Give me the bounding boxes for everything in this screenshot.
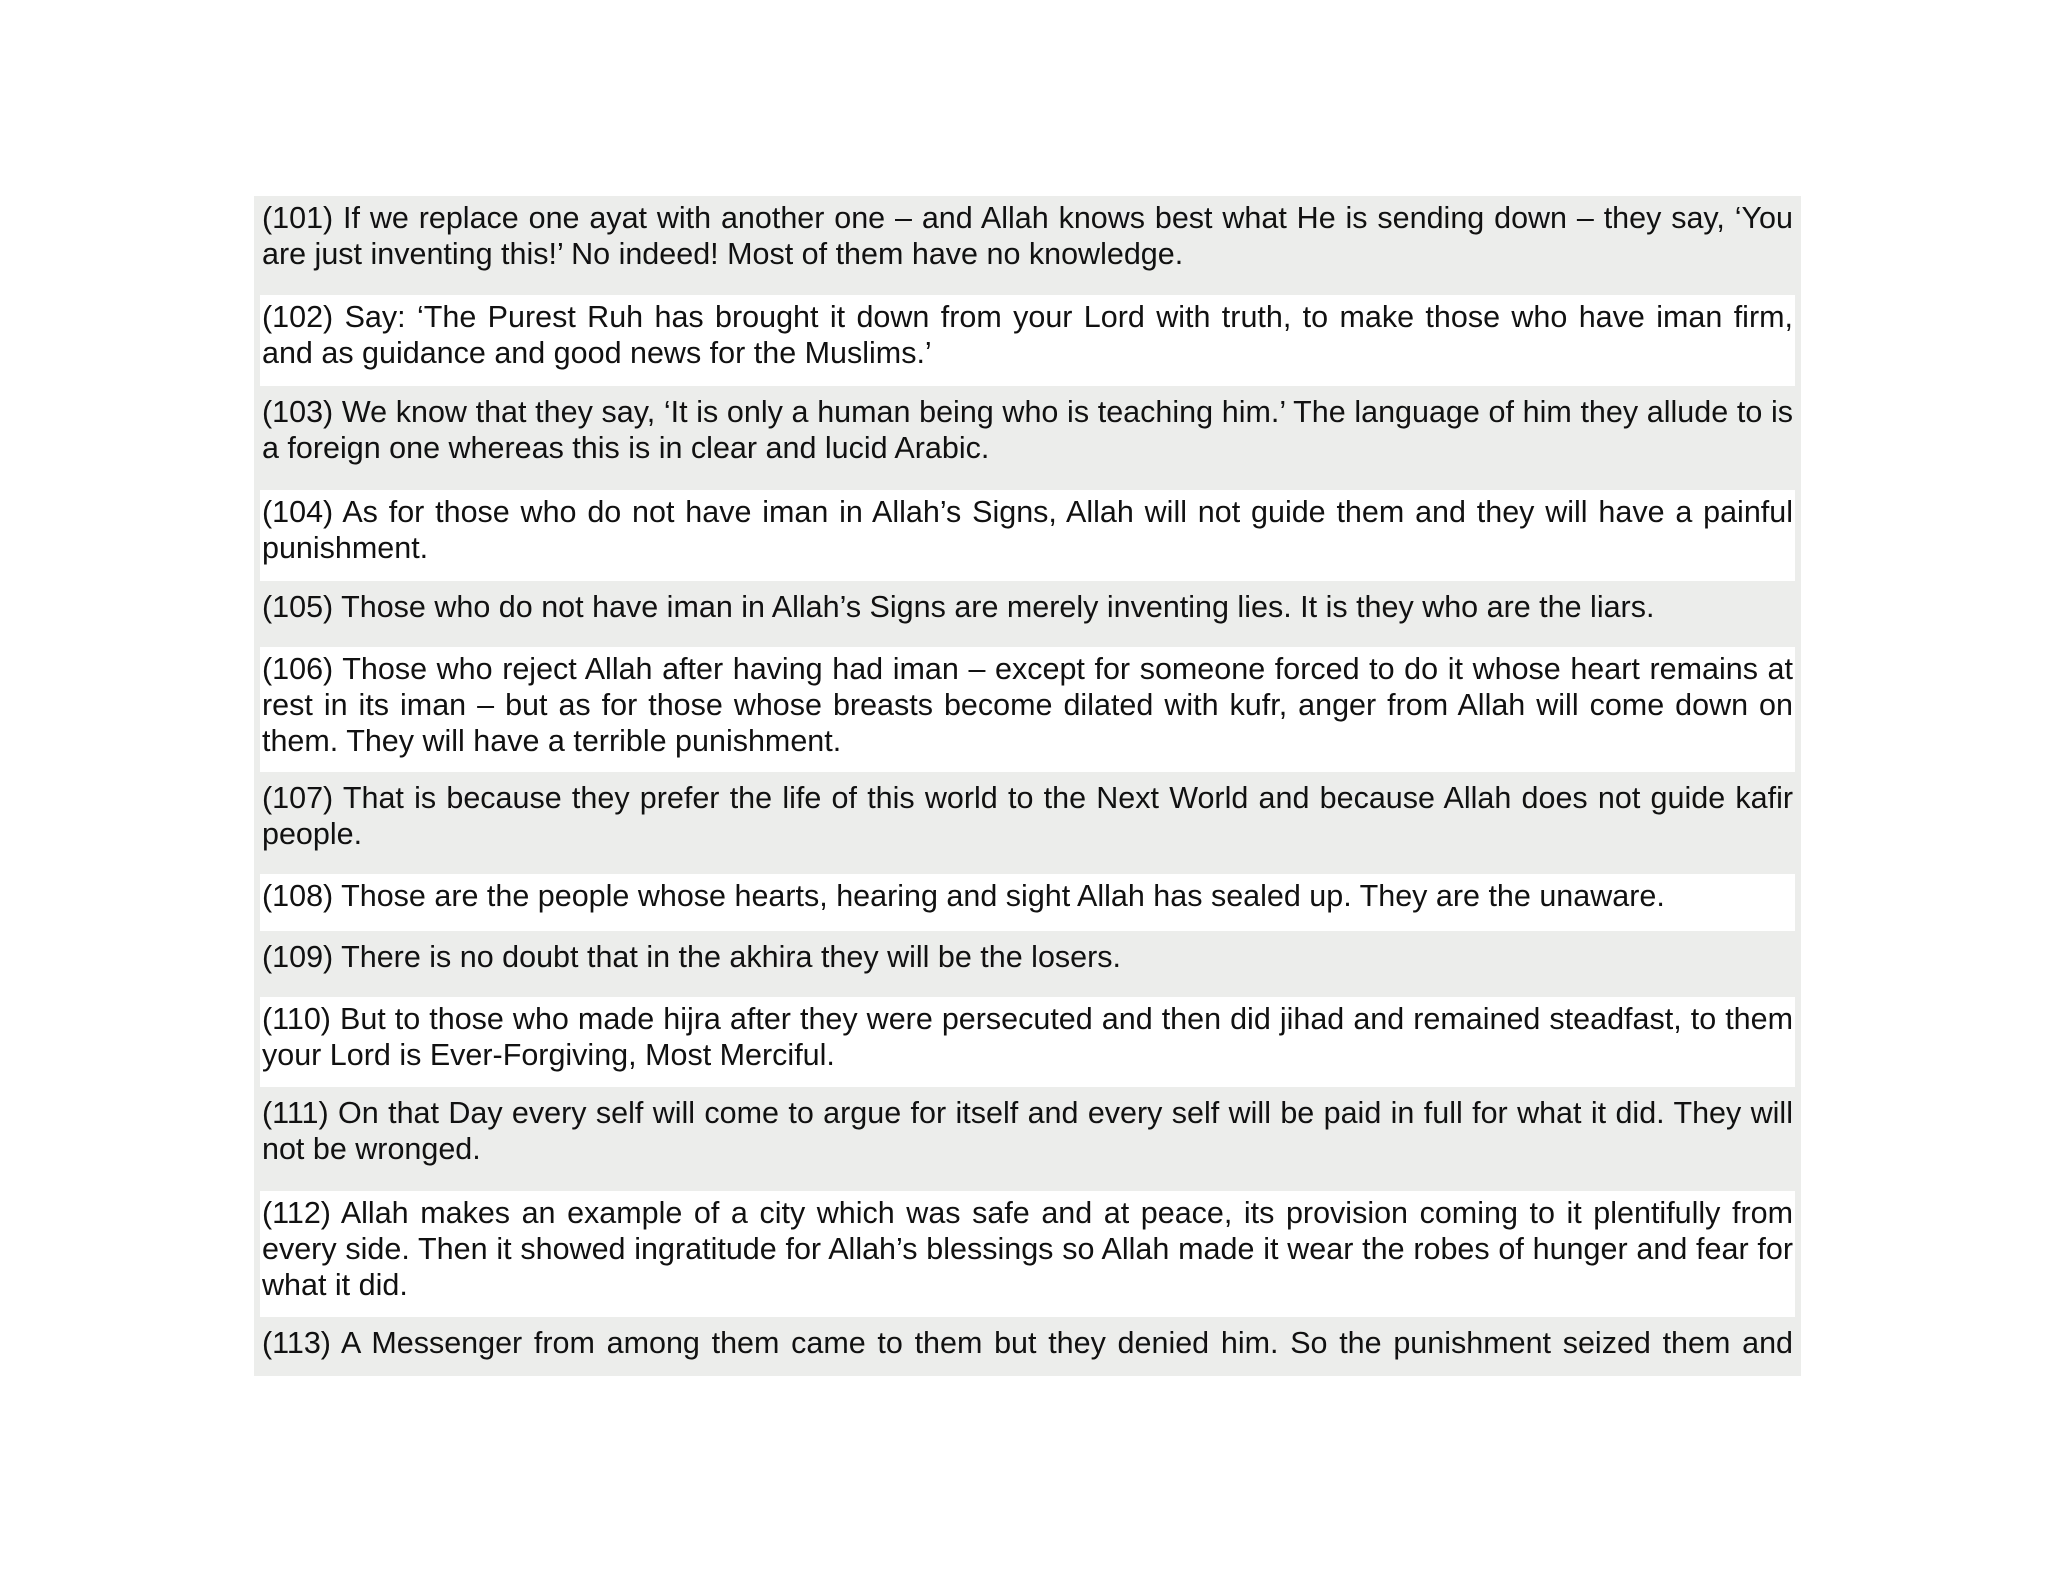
verse-text: (101) If we replace one ayat with another one – and Allah knows best what He is sending down – they say, ‘You are just inventing this!’ No indeed! Most of them have no knowledge.	[262, 201, 1793, 271]
verse-row-110	[260, 997, 1795, 1087]
verse-row-102	[260, 295, 1795, 386]
verse-text: (113) A Messenger from among them came to them but they denied him. So the punishment seized them and	[262, 1326, 1793, 1360]
verse-row-112	[260, 1191, 1795, 1317]
verse-row-108	[260, 874, 1795, 931]
verse-row-105	[260, 585, 1795, 643]
verse-text: (109) There is no doubt that in the akhira they will be the losers.	[262, 940, 1122, 974]
verse-text: (103) We know that they say, ‘It is only a human being who is teaching him.’ The language of him they allude to is a foreign one whereas this is in clear and lucid Arabic.	[262, 395, 1793, 465]
verse-row-109	[260, 935, 1795, 993]
verse-text: (104) As for those who do not have iman in Allah’s Signs, Allah will not guide them and they will have a painful punishment.	[262, 495, 1793, 565]
verse-text: (105) Those who do not have iman in Allah’s Signs are merely inventing lies. It is they who are the liars.	[262, 590, 1655, 624]
verse-row-106	[260, 647, 1795, 772]
verse-text: (110) But to those who made hijra after they were persecuted and then did jihad and remained steadfast, to them your Lord is Ever-Forgiving, Most Merciful.	[262, 1002, 1793, 1072]
verse-text: (111) On that Day every self will come to argue for itself and every self will be paid in full for what it did. They will not be wronged.	[262, 1096, 1793, 1166]
verse-table	[254, 196, 1801, 1376]
verse-text: (107) That is because they prefer the life of this world to the Next World and because Allah does not guide kafir people.	[262, 781, 1793, 851]
verse-text: (112) Allah makes an example of a city which was safe and at peace, its provision coming to it plentifully from every side. Then it showed ingratitude for Allah’s blessings so Allah made it wear the robes of hunger and fear for what it did.	[262, 1196, 1793, 1302]
verse-text: (108) Those are the people whose hearts, hearing and sight Allah has sealed up. They are the unaware.	[262, 879, 1665, 913]
verse-row-111	[260, 1091, 1795, 1187]
verse-row-104	[260, 490, 1795, 581]
verse-row-101	[260, 196, 1795, 291]
verse-text: (102) Say: ‘The Purest Ruh has brought it down from your Lord with truth, to make those who have iman firm, and as guidance and good news for the Muslims.’	[262, 300, 1793, 370]
verse-row-107	[260, 776, 1795, 870]
verse-row-113	[260, 1321, 1795, 1376]
verse-row-103	[260, 390, 1795, 486]
verse-text: (106) Those who reject Allah after having had iman – except for someone forced to do it whose heart remains at rest in its iman – but as for those whose breasts become dilated with kufr, anger from Allah will come down on them. They will have a terrible punishment.	[262, 652, 1793, 758]
